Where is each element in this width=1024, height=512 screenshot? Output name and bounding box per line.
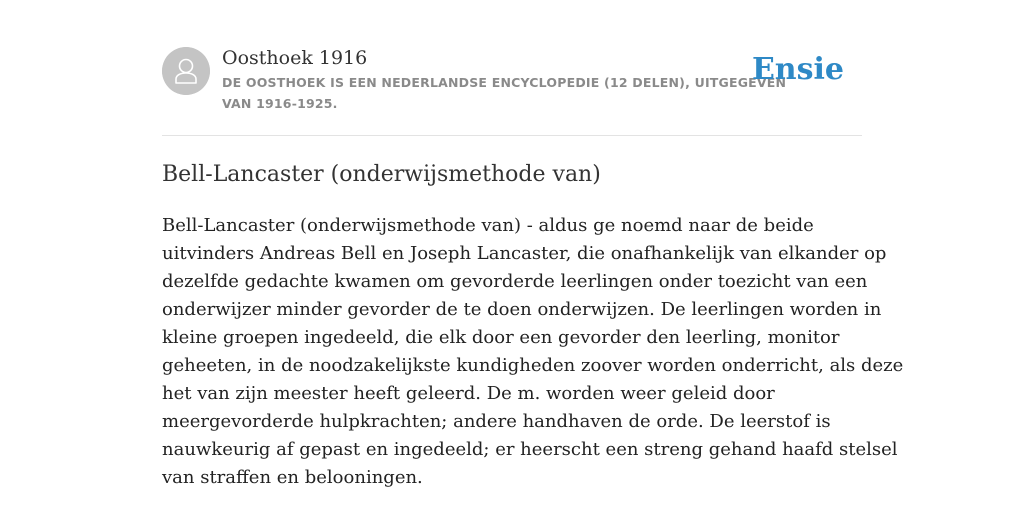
source-header: [162, 44, 862, 136]
entry-title: Bell-Lancaster (onderwijsmethode van): [162, 162, 601, 187]
entry-body-line: Bell-Lancaster (onderwijsmethode van) - aldus ge noemd naar de beide: [162, 215, 814, 236]
entry-body-line: dezelfde gedachte kwamen om gevorderde leerlingen onder toezicht van een: [162, 271, 868, 292]
entry-body-line: van straffen en belooningen.: [162, 467, 423, 488]
entry-body-line: het van zijn meester heeft geleerd. De m. worden weer geleid door: [162, 383, 775, 404]
entry-body: [162, 212, 904, 492]
entry-body-line: kleine groepen ingedeeld, die elk door een gevorder den leerling, monitor: [162, 327, 840, 348]
entry-body-line: nauwkeurig af gepast en ingedeeld; er heerscht een streng gehand haafd stelsel: [162, 439, 898, 460]
user-avatar-icon: [162, 47, 210, 95]
source-description-line: DE OOSTHOEK IS EEN NEDERLANDSE ENCYCLOPEDIE (12 DELEN), UITGEGEVEN: [222, 75, 787, 90]
header-divider: [162, 135, 862, 136]
brand-logo[interactable]: Ensie: [751, 52, 844, 87]
entry-body-line: geheeten, in de noodzakelijkste kundigheden zoover worden onderricht, als deze: [162, 355, 904, 376]
source-name[interactable]: Oosthoek 1916: [222, 47, 368, 69]
entry-body-line: uitvinders Andreas Bell en Joseph Lancaster, die onafhankelijk van elkander op: [162, 243, 887, 264]
entry-body-line: onderwijzer minder gevorder de te doen onderwijzen. De leerlingen worden in: [162, 299, 882, 320]
source-description: [222, 72, 787, 114]
source-description-line: VAN 1916-1925.: [222, 96, 338, 111]
entry-body-line: meergevorderde hulpkrachten; andere handhaven de orde. De leerstof is: [162, 411, 831, 432]
